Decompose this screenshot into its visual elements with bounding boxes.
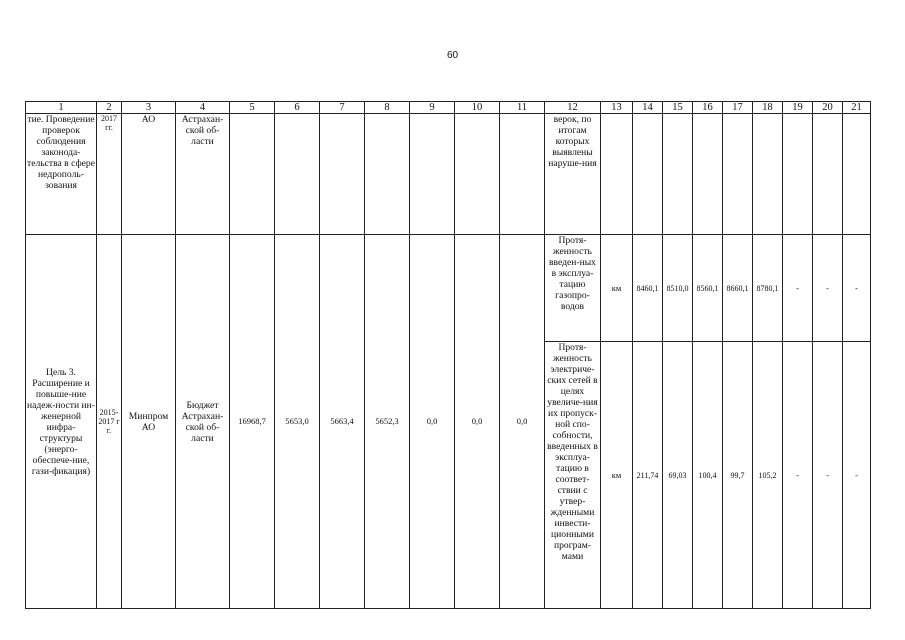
col-header: 12: [545, 102, 601, 114]
indicator-value-cell: -: [813, 235, 843, 342]
page-number: 60: [446, 50, 459, 61]
funding-value-cell: 0,0: [500, 235, 545, 609]
funding-total-cell: 16968,7: [230, 235, 275, 609]
empty-cell: [633, 114, 663, 235]
col-header: 9: [410, 102, 455, 114]
indicator-value-cell: 8460,1: [633, 235, 663, 342]
empty-cell: [275, 114, 320, 235]
col-header: 20: [813, 102, 843, 114]
col-header: 5: [230, 102, 275, 114]
indicator-value-cell: 99,7: [723, 342, 753, 609]
funding-source-cell: Астрахан-ской об-ласти: [176, 114, 230, 235]
empty-cell: [455, 114, 500, 235]
col-header: 19: [783, 102, 813, 114]
indicator-value-cell: 105,2: [753, 342, 783, 609]
indicator-value-cell: -: [813, 342, 843, 609]
col-header: 15: [663, 102, 693, 114]
empty-cell: [601, 114, 633, 235]
indicator-name-cell: Протя-женность введен-ных в эксплуа-тацию газопро-водов: [545, 235, 601, 342]
indicator-value-cell: 211,74: [633, 342, 663, 609]
funding-year-cell: 5652,3: [365, 235, 410, 609]
indicator-name-cell: Протя-женность электриче-ских сетей в целях увеличе-ния их пропуск-ной спо-собности, введенных в эксплуа-тацию в соответ-ствии с утвер-жденными инвести-ционными програм-мами: [545, 342, 601, 609]
empty-cell: [753, 114, 783, 235]
period-cell: 2015-2017 гг.: [97, 235, 122, 609]
col-header: 6: [275, 102, 320, 114]
empty-cell: [843, 114, 871, 235]
empty-cell: [410, 114, 455, 235]
col-header: 7: [320, 102, 365, 114]
indicator-value-cell: 69,03: [663, 342, 693, 609]
empty-cell: [663, 114, 693, 235]
measure-name-cell: тие. Проведение проверок соблюдения законода-тельства в сфере недрополь-зования: [26, 114, 97, 235]
empty-cell: [365, 114, 410, 235]
column-number-row: [26, 102, 871, 114]
col-header: 3: [122, 102, 176, 114]
table-row: [26, 114, 871, 235]
col-header: 4: [176, 102, 230, 114]
indicator-value-cell: 8660,1: [723, 235, 753, 342]
funding-value-cell: 0,0: [455, 235, 500, 609]
indicator-value-cell: -: [783, 235, 813, 342]
col-header: 18: [753, 102, 783, 114]
col-header: 16: [693, 102, 723, 114]
col-header: 11: [500, 102, 545, 114]
empty-cell: [723, 114, 753, 235]
funding-year-cell: 5663,4: [320, 235, 365, 609]
col-header: 2: [97, 102, 122, 114]
period-cell: 2017 гг.: [97, 114, 122, 235]
empty-cell: [813, 114, 843, 235]
indicator-value-cell: -: [843, 342, 871, 609]
col-header: 14: [633, 102, 663, 114]
col-header: 13: [601, 102, 633, 114]
col-header: 21: [843, 102, 871, 114]
empty-cell: [230, 114, 275, 235]
executor-cell: АО: [122, 114, 176, 235]
funding-source-cell: Бюджет Астрахан-ской об-ласти: [176, 235, 230, 609]
indicator-value-cell: 100,4: [693, 342, 723, 609]
indicator-value-cell: -: [843, 235, 871, 342]
col-header: 8: [365, 102, 410, 114]
unit-cell: км: [601, 342, 633, 609]
empty-cell: [783, 114, 813, 235]
indicator-value-cell: 8560,1: [693, 235, 723, 342]
indicators-table: [25, 101, 871, 609]
goal-name-cell: Цель 3. Расширение и повыше-ние надеж-ности ин-женерной инфра-структуры (энерго-обеспече-ние, гази-фикация): [26, 235, 97, 609]
empty-cell: [693, 114, 723, 235]
indicator-value-cell: 8510,0: [663, 235, 693, 342]
col-header: 1: [26, 102, 97, 114]
col-header: 10: [455, 102, 500, 114]
indicator-name-cell: верок, по итогам которых выявлены наруше-ния: [545, 114, 601, 235]
funding-value-cell: 0,0: [410, 235, 455, 609]
indicator-value-cell: 8780,1: [753, 235, 783, 342]
table-row: [26, 235, 871, 342]
funding-year-cell: 5653,0: [275, 235, 320, 609]
unit-cell: км: [601, 235, 633, 342]
indicator-value-cell: -: [783, 342, 813, 609]
empty-cell: [500, 114, 545, 235]
executor-cell: Минпром АО: [122, 235, 176, 609]
col-header: 17: [723, 102, 753, 114]
empty-cell: [320, 114, 365, 235]
